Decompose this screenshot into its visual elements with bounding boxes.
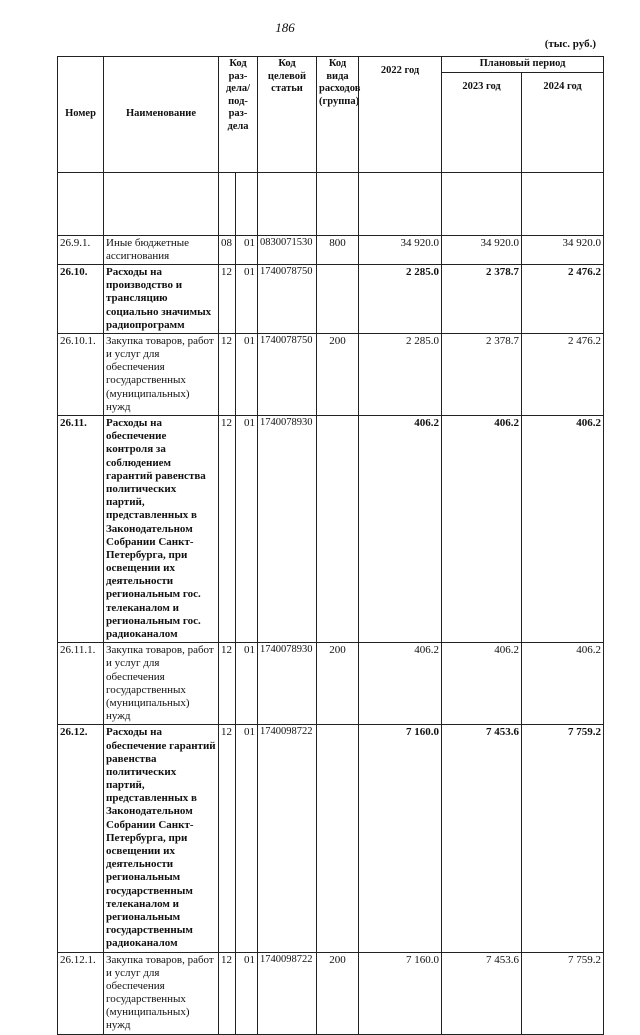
row-number: 26.10.1.: [58, 333, 104, 415]
header-article-code: Код целевой статьи: [258, 57, 317, 173]
row-number: 26.12.: [58, 725, 104, 952]
row-amount-2022: 406.2: [359, 416, 442, 643]
row-number: 26.12.1.: [58, 952, 104, 1034]
header-number: Номер: [58, 57, 104, 173]
row-section-code: 12: [219, 264, 236, 333]
table-row: [58, 333, 604, 415]
header-plan-period: Плановый период: [442, 57, 604, 73]
row-name: Закупка товаров, работ и услуг для обеспечения государственных (муниципальных) нужд: [104, 643, 219, 725]
row-amount-2023: 7 453.6: [442, 725, 522, 952]
table-row: [58, 416, 604, 643]
row-amount-2023: 7 453.6: [442, 952, 522, 1034]
row-section-code: 12: [219, 725, 236, 952]
header-year-2024: 2024 год: [522, 72, 604, 172]
row-amount-2024: 406.2: [522, 416, 604, 643]
row-subsection-code: 01: [236, 416, 258, 643]
row-name: Закупка товаров, работ и услуг для обеспечения государственных (муниципальных) нужд: [104, 333, 219, 415]
table-row: [58, 725, 604, 952]
row-amount-2024: 7 759.2: [522, 952, 604, 1034]
row-name: Расходы на обеспечение гарантий равенства политических партий, представленных в Законодательном Собрании Санкт-Петербурга, при освещении их деятельности региональным государственным телеканалом и региональным государственным радиоканалом: [104, 725, 219, 952]
header-year-2023: 2023 год: [442, 72, 522, 172]
row-amount-2024: 2 476.2: [522, 264, 604, 333]
row-expense-type-code: [317, 264, 359, 333]
row-expense-type-code: 800: [317, 235, 359, 264]
row-amount-2022: 7 160.0: [359, 725, 442, 952]
units-label: (тыс. руб.): [544, 38, 596, 50]
row-article-code: 1740098722: [258, 952, 317, 1034]
row-article-code: 1740098722: [258, 725, 317, 952]
row-name: Иные бюджетные ассигнования: [104, 235, 219, 264]
row-amount-2023: 34 920.0: [442, 235, 522, 264]
row-amount-2024: 34 920.0: [522, 235, 604, 264]
row-section-code: 12: [219, 333, 236, 415]
row-expense-type-code: 200: [317, 952, 359, 1034]
row-subsection-code: 01: [236, 952, 258, 1034]
row-amount-2024: 2 476.2: [522, 333, 604, 415]
row-article-code: 1740078750: [258, 264, 317, 333]
row-amount-2022: 2 285.0: [359, 264, 442, 333]
row-expense-type-code: [317, 725, 359, 952]
row-section-code: 12: [219, 643, 236, 725]
row-amount-2023: 2 378.7: [442, 264, 522, 333]
row-subsection-code: 01: [236, 333, 258, 415]
row-amount-2022: 7 160.0: [359, 952, 442, 1034]
row-amount-2023: 406.2: [442, 416, 522, 643]
row-amount-2023: 406.2: [442, 643, 522, 725]
table-row: [58, 235, 604, 264]
row-article-code: 0830071530: [258, 235, 317, 264]
row-number: 26.11.1.: [58, 643, 104, 725]
row-expense-type-code: 200: [317, 643, 359, 725]
row-name: Расходы на обеспечение контроля за соблюдением гарантий равенства политических партий, представленных в Законодательном Собрании Санкт-Петербурга, при освещении их деятельности региональным гос. телеканалом и региональным гос. радиоканалом: [104, 416, 219, 643]
table-row: [58, 643, 604, 725]
row-article-code: 1740078750: [258, 333, 317, 415]
page-number: 186: [275, 20, 295, 35]
row-article-code: 1740078930: [258, 416, 317, 643]
row-amount-2022: 34 920.0: [359, 235, 442, 264]
header-expense-type-code: Код вида расходов (группа): [317, 57, 359, 173]
row-expense-type-code: 200: [317, 333, 359, 415]
row-name: Закупка товаров, работ и услуг для обеспечения государственных (муниципальных) нужд: [104, 952, 219, 1034]
row-subsection-code: 01: [236, 725, 258, 952]
row-number: 26.9.1.: [58, 235, 104, 264]
row-subsection-code: 01: [236, 264, 258, 333]
header-year-2022: 2022 год: [359, 57, 442, 173]
header-name: Наименование: [104, 57, 219, 173]
row-section-code: 12: [219, 952, 236, 1034]
row-article-code: 1740078930: [258, 643, 317, 725]
row-amount-2024: 406.2: [522, 643, 604, 725]
row-amount-2022: 2 285.0: [359, 333, 442, 415]
table-row: [58, 952, 604, 1034]
row-number: 26.10.: [58, 264, 104, 333]
row-section-code: 08: [219, 235, 236, 264]
row-expense-type-code: [317, 416, 359, 643]
blank-row: [58, 172, 604, 235]
row-name: Расходы на производство и трансляцию социально значимых радиопрограмм: [104, 264, 219, 333]
row-amount-2022: 406.2: [359, 643, 442, 725]
row-subsection-code: 01: [236, 235, 258, 264]
row-amount-2024: 7 759.2: [522, 725, 604, 952]
row-subsection-code: 01: [236, 643, 258, 725]
table-row: [58, 264, 604, 333]
header-section-code: Код раз-дела/ под-раз-дела: [219, 57, 258, 173]
budget-table: [57, 56, 604, 1035]
table-header: [58, 57, 604, 173]
row-number: 26.11.: [58, 416, 104, 643]
row-amount-2023: 2 378.7: [442, 333, 522, 415]
row-section-code: 12: [219, 416, 236, 643]
